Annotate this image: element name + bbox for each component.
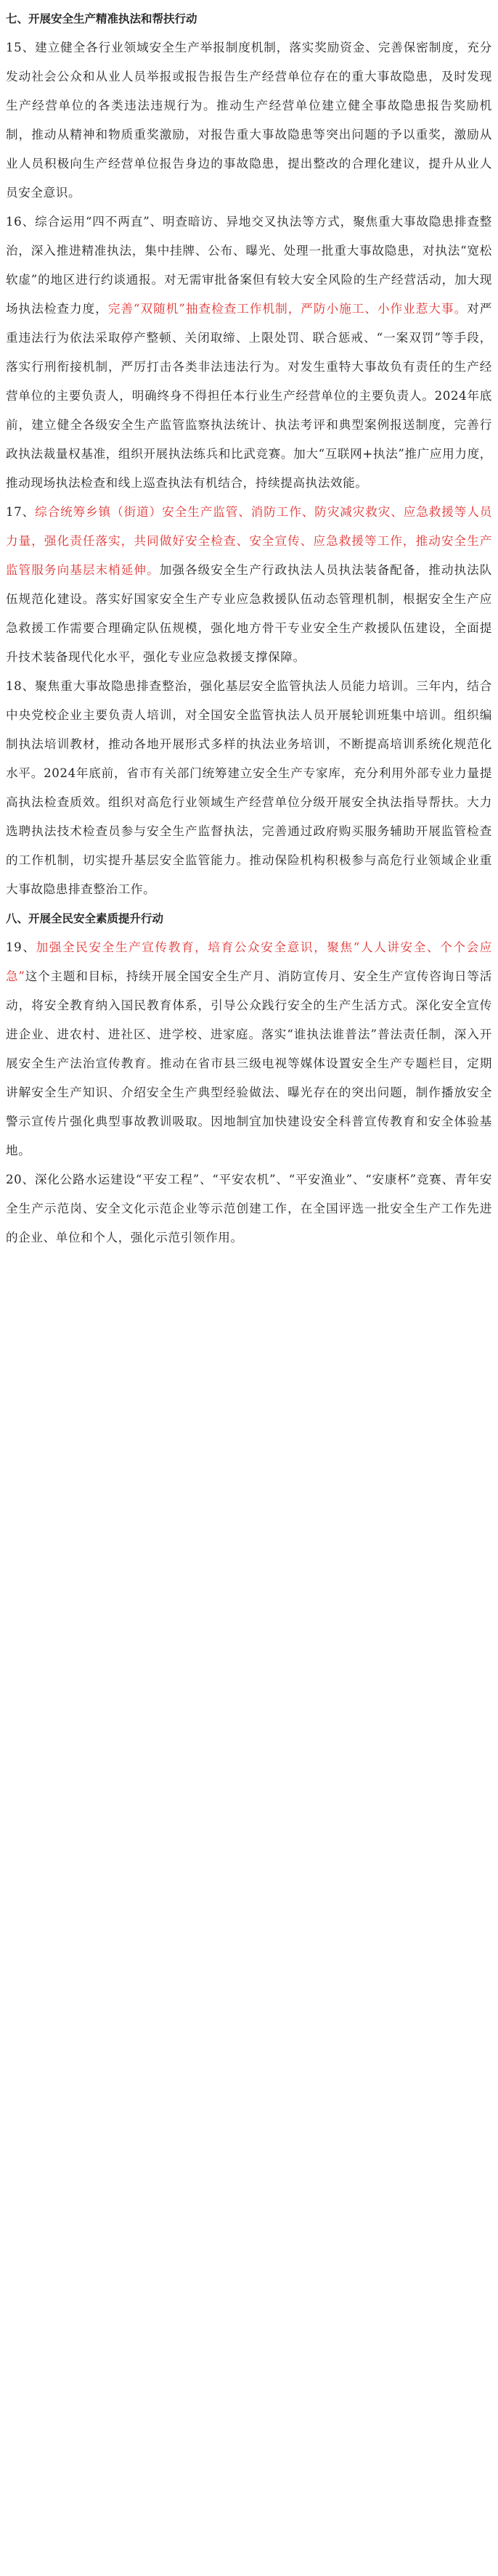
section-7 xyxy=(6,4,492,904)
highlighted-text: 综合统筹乡镇（街道）安全生产监管、消防工作、防灾减灾救灾、应急救援等人员力量，强化责任落实，共同做好安全检查、安全宣传、应急救援等工作，推动安全生产监管服务向基层末梢延伸。 xyxy=(6,505,492,577)
section-8 xyxy=(6,904,492,1252)
paragraph-19 xyxy=(6,933,492,1165)
paragraph-15 xyxy=(6,33,492,208)
highlighted-text: 加强全民安全生产宣传教育，培育公众安全意识，聚焦“人人讲安全、个个会应急” xyxy=(6,940,492,983)
section-heading: 七、开展安全生产精准执法和帮扶行动 xyxy=(6,12,197,25)
paragraph-number: 17、 xyxy=(6,505,36,519)
paragraph-number: 19、 xyxy=(6,940,36,954)
highlighted-text: 完善“双随机”抽查检查工作机制，严防小施工、小作业惹大事。 xyxy=(107,302,468,316)
paragraph-text: 对严重违法行为依法采取停产整顿、关闭取缔、上限处罚、联合惩戒、“一案双罚”等手段，落实行刑衔接机制，严厉打击各类非法违法行为。对发生重特大事故负有责任的生产经营单位的主要负责人，明确终身不得担任本行业生产经营单位的主要负责人。2024年底前，建立健全各级安全生产监管监察执法统计、执法考评和典型案例报送制度，完善行政执法裁量权基准，组织开展执法练兵和比武竞赛。加大“互联网+执法”推广应用力度，推动现场执法检查和线上巡查执法有机结合，持续提高执法效能。 xyxy=(6,302,492,490)
paragraph-18 xyxy=(6,672,492,904)
paragraph-text: 15、建立健全各行业领域安全生产举报制度机制，落实奖励资金、完善保密制度，充分发动社会公众和从业人员举报或报告报告生产经营单位存在的重大事故隐患，及时发现生产经营单位的各类违法违规行为。推动生产经营单位建立健全事故隐患报告奖励机制，推动从精神和物质重奖激励，对报告重大事故隐患等突出问题的予以重奖，激励从业人员积极向生产经营单位报告身边的事故隐患，提出整改的合理化建议，提升从业人员安全意识。 xyxy=(6,41,492,200)
paragraph-text: 16、综合运用“四不两直”、明查暗访、异地交叉执法等方式，聚焦重大事故隐患排查整治，深入推进精准执法，集中挂牌、公布、曝光、处理一批重大事故隐患，对执法“宽松软虚”的地区进行约谈通报。对无需审批备案但有较大安全风险的生产经营活动，加大现场执法检查力度， xyxy=(6,215,492,316)
paragraph-17 xyxy=(6,498,492,672)
paragraph-20 xyxy=(6,1165,492,1252)
paragraph-16 xyxy=(6,208,492,498)
paragraph-text: 这个主题和目标，持续开展全国安全生产月、消防宣传月、安全生产宣传咨询日等活动，将安全教育纳入国民教育体系，引导公众践行安全的生产生活方式。深化安全宣传进企业、进农村、进社区、进学校、进家庭。落实“谁执法谁普法”普法责任制，深入开展安全生产法治宣传教育。推动在省市县三级电视等媒体设置安全生产专题栏目，定期讲解安全生产知识、介绍安全生产典型经验做法、曝光存在的突出问题，制作播放安全警示宣传片强化典型事故教训吸取。因地制宜加快建设安全科普宣传教育和安全体验基地。 xyxy=(6,969,492,1157)
paragraph-text: 18、聚焦重大事故隐患排查整治，强化基层安全监管执法人员能力培训。三年内，结合中央党校企业主要负责人培训，对全国安全监管执法人员开展轮训班集中培训。组织编制执法培训教材，推动各地开展形式多样的执法业务培训，不断提高培训系统化规范化水平。2024年底前，省市有关部门统筹建立安全生产专家库，充分利用外部专业力量提高执法检查质效。组织对高危行业领域生产经营单位分级开展安全执法指导帮扶。大力选聘执法技术检查员参与安全生产监督执法，完善通过政府购买服务辅助开展监管检查的工作机制，切实提升基层安全监管能力。推动保险机构积极参与高危行业领域企业重大事故隐患排查整治工作。 xyxy=(6,679,492,896)
paragraph-text: 加强各级安全生产行政执法人员执法装备配备，推动执法队伍规范化建设。落实好国家安全生产专业应急救援队伍动态管理机制，根据安全生产应急救援工作需要合理确定队伍规模，强化地方骨干专业安全生产救援队伍建设，全面提升技术装备现代化水平，强化专业应急救援支撑保障。 xyxy=(6,563,492,664)
section-heading: 八、开展全民安全素质提升行动 xyxy=(6,912,164,925)
document-page xyxy=(0,0,498,1252)
paragraph-text: 20、深化公路水运建设“平安工程”、“平安农机”、“平安渔业”、“安康杯”竞赛、青年安全生产示范岗、安全文化示范企业等示范创建工作，在全国评选一批安全生产工作先进的企业、单位和个人，强化示范引领作用。 xyxy=(6,1173,492,1244)
